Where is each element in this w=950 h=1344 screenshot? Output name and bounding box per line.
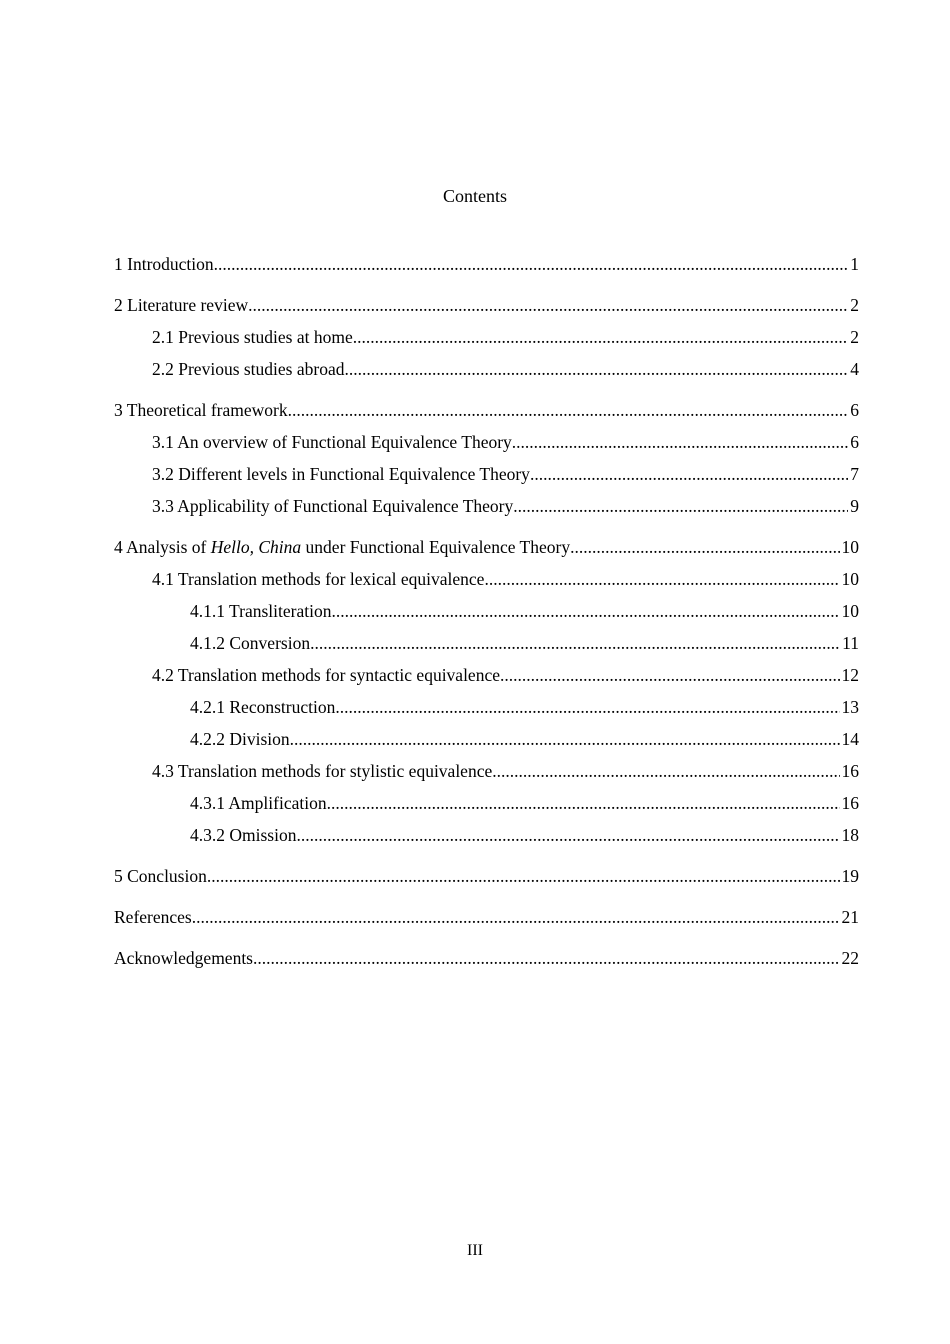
toc-entry-lexical-equivalence[interactable] — [114, 563, 859, 595]
toc-entry-page: 22 — [841, 948, 859, 968]
toc-entry-page: 10 — [841, 537, 859, 557]
dot-leader — [253, 942, 840, 974]
toc-entry-page: 6 — [850, 400, 859, 420]
table-of-contents — [114, 248, 859, 974]
toc-entry-label: 3.1 An overview of Functional Equivalence Theory — [152, 432, 512, 452]
dot-leader — [290, 723, 840, 755]
toc-entry-references[interactable] — [114, 901, 859, 933]
dot-leader — [331, 595, 839, 627]
dot-leader — [492, 755, 839, 787]
toc-entry-page: 19 — [841, 866, 859, 886]
dot-leader — [296, 819, 839, 851]
toc-entry-page: 7 — [850, 464, 859, 484]
dot-leader — [248, 289, 848, 321]
toc-entry-page: 13 — [841, 697, 859, 717]
toc-entry-label — [114, 531, 570, 563]
toc-entry-page: 16 — [841, 793, 859, 813]
toc-entry-previous-studies-home[interactable] — [114, 321, 859, 353]
toc-entry-page: 12 — [841, 665, 859, 685]
toc-entry-label: 2.2 Previous studies abroad — [152, 359, 345, 379]
toc-entry-label: Acknowledgements — [114, 948, 253, 968]
toc-entry-literature-review[interactable] — [114, 289, 859, 321]
toc-entry-label: 4.1 Translation methods for lexical equivalence — [152, 569, 485, 589]
toc-entry-theoretical-framework[interactable] — [114, 394, 859, 426]
toc-entry-label: 4.2.2 Division — [190, 729, 290, 749]
label-text: 4 Analysis of — [114, 537, 211, 557]
dot-leader — [310, 627, 840, 659]
dot-leader — [344, 353, 848, 385]
toc-entry-page: 6 — [850, 432, 859, 452]
toc-entry-label: 4.2.1 Reconstruction — [190, 697, 336, 717]
label-italic-title: Hello, China — [210, 537, 302, 557]
page-number: III — [467, 1242, 483, 1259]
toc-entry-label: 2.1 Previous studies at home — [152, 327, 353, 347]
toc-entry-page: 10 — [841, 569, 859, 589]
toc-entry-page: 18 — [841, 825, 859, 845]
dot-leader — [214, 248, 849, 280]
toc-entry-page: 10 — [841, 601, 859, 621]
toc-entry-label: 2 Literature review — [114, 295, 249, 315]
toc-entry-label: 5 Conclusion — [114, 866, 207, 886]
toc-entry-label: 4.2 Translation methods for syntactic equivalence — [152, 665, 500, 685]
dot-leader — [192, 901, 840, 933]
dot-leader — [570, 531, 839, 563]
toc-entry-label: 3 Theoretical framework — [114, 400, 288, 420]
toc-entry-page: 14 — [841, 729, 859, 749]
toc-entry-amplification[interactable] — [114, 787, 859, 819]
toc-entry-division[interactable] — [114, 723, 859, 755]
toc-entry-label: 3.2 Different levels in Functional Equivalence Theory — [152, 464, 530, 484]
toc-entry-omission[interactable] — [114, 819, 859, 851]
toc-entry-page: 21 — [841, 907, 859, 927]
toc-entry-overview-fet[interactable] — [114, 426, 859, 458]
toc-entry-label: References — [114, 907, 192, 927]
toc-entry-label: 4.3.2 Omission — [190, 825, 297, 845]
contents-heading: Contents — [442, 186, 507, 206]
toc-entry-introduction[interactable] — [114, 248, 859, 280]
toc-entry-levels-fet[interactable] — [114, 458, 859, 490]
toc-entry-label: 4.1.2 Conversion — [190, 633, 311, 653]
toc-entry-analysis[interactable] — [114, 531, 859, 563]
toc-entry-reconstruction[interactable] — [114, 691, 859, 723]
toc-entry-page: 1 — [850, 254, 859, 274]
toc-entry-label: 3.3 Applicability of Functional Equivalence Theory — [152, 496, 514, 516]
toc-entry-previous-studies-abroad[interactable] — [114, 353, 859, 385]
dot-leader — [513, 490, 848, 522]
toc-entry-transliteration[interactable] — [114, 595, 859, 627]
dot-leader — [335, 691, 839, 723]
toc-entry-label: 4.3.1 Amplification — [190, 793, 327, 813]
dot-leader — [500, 659, 840, 691]
label-text: under Functional Equivalence Theory — [301, 537, 571, 557]
toc-entry-applicability-fet[interactable] — [114, 490, 859, 522]
dot-leader — [353, 321, 849, 353]
toc-entry-conclusion[interactable] — [114, 860, 859, 892]
toc-entry-page: 11 — [842, 633, 859, 653]
dot-leader — [207, 860, 840, 892]
dot-leader — [530, 458, 848, 490]
toc-entry-label: 4.3 Translation methods for stylistic equivalence — [152, 761, 493, 781]
toc-entry-label: 4.1.1 Transliteration — [190, 601, 332, 621]
toc-entry-page: 2 — [850, 327, 859, 347]
dot-leader — [484, 563, 839, 595]
toc-entry-label: 1 Introduction — [114, 254, 214, 274]
toc-entry-page: 16 — [841, 761, 859, 781]
toc-entry-page: 2 — [850, 295, 859, 315]
toc-entry-conversion[interactable] — [114, 627, 859, 659]
toc-entry-stylistic-equivalence[interactable] — [114, 755, 859, 787]
dot-leader — [327, 787, 840, 819]
toc-entry-page: 4 — [850, 359, 859, 379]
dot-leader — [512, 426, 848, 458]
toc-entry-syntactic-equivalence[interactable] — [114, 659, 859, 691]
dot-leader — [288, 394, 849, 426]
toc-entry-acknowledgements[interactable] — [114, 942, 859, 974]
toc-entry-page: 9 — [850, 496, 859, 516]
